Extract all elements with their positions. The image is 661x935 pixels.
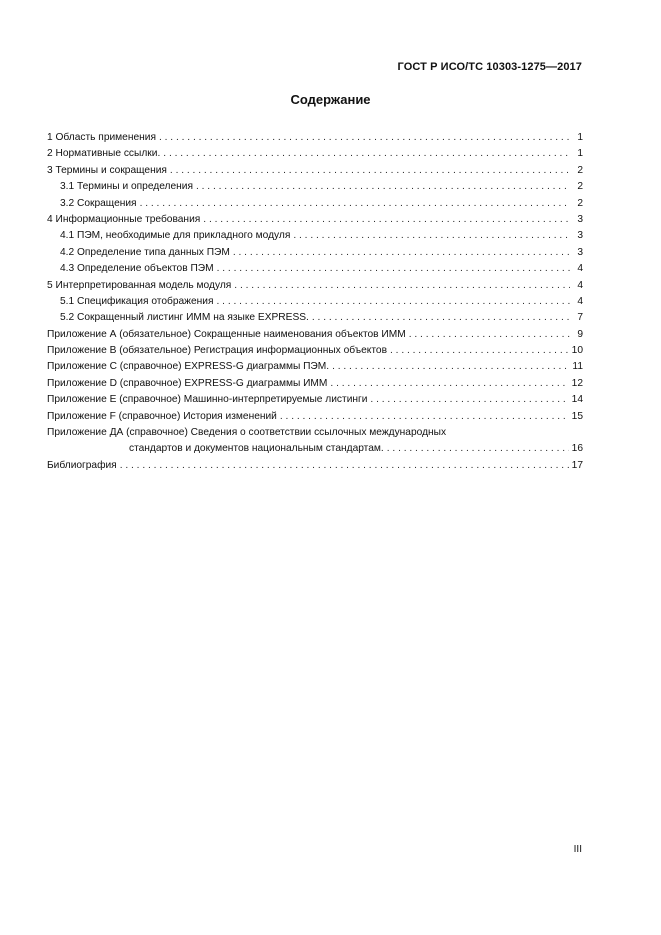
toc-leader-dots (330, 376, 568, 392)
toc-leader-dots (293, 228, 570, 244)
toc-entry-multiline[interactable] (47, 425, 583, 441)
toc-leader-dots (159, 130, 570, 146)
toc-entry[interactable] (47, 163, 583, 179)
toc-entry[interactable] (47, 359, 583, 375)
toc-subentry[interactable] (47, 245, 583, 261)
toc-entry-page: 17 (571, 459, 583, 471)
toc-entry-label: Приложение А (обязательное) Сокращенные наименования объектов ИММ (47, 328, 406, 340)
toc-entry[interactable] (47, 409, 583, 425)
toc-entry-label: 3 Термины и сокращения (47, 164, 167, 176)
toc-entry-continuation[interactable] (47, 441, 583, 457)
toc-entry-page: 15 (571, 410, 583, 422)
toc-entry-label: 1 Область применения (47, 132, 156, 143)
toc-entry-label: 4.3 Определение объектов ПЭМ (60, 263, 214, 275)
toc-entry-page: 1 (577, 132, 583, 143)
toc-entry[interactable] (47, 278, 583, 294)
toc-entry-page: 1 (577, 148, 583, 160)
toc-leader-dots (312, 310, 570, 326)
toc-entry-page: 11 (572, 361, 583, 373)
toc-entry-label: Приложение D (справочное) EXPRESS-G диаграммы ИММ (47, 377, 328, 389)
toc-subentry[interactable] (47, 261, 583, 277)
toc-subentry[interactable] (47, 228, 583, 244)
toc-leader-dots (120, 458, 569, 474)
toc-entry-page: 4 (577, 295, 583, 307)
table-of-contents (47, 130, 583, 474)
toc-entry[interactable] (47, 327, 583, 343)
toc-entry-label: 5 Интерпретированная модель модуля (47, 279, 232, 291)
document-header: ГОСТ Р ИСО/ТС 10303-1275—2017 (397, 61, 582, 73)
toc-entry-label: 4.2 Определение типа данных ПЭМ (60, 246, 230, 258)
toc-entry[interactable] (47, 212, 583, 228)
toc-leader-dots (163, 146, 570, 162)
toc-leader-dots (234, 278, 570, 294)
toc-entry-page: 4 (577, 263, 583, 275)
toc-entry-label: Библиография (47, 459, 117, 471)
toc-subentry[interactable] (47, 294, 583, 310)
toc-entry-label: 4 Информационные требования (47, 213, 201, 225)
toc-leader-dots (203, 212, 570, 228)
toc-entry-page: 2 (577, 164, 583, 176)
toc-leader-dots (233, 245, 570, 261)
toc-entry-label: 5.1 Спецификация отображения (60, 295, 214, 307)
page-number: III (573, 844, 582, 855)
toc-entry-page: 4 (577, 279, 583, 291)
toc-leader-dots (387, 441, 569, 457)
toc-entry-label-continuation: стандартов и документов национальным стандартам. (129, 443, 384, 455)
toc-entry-label: Приложение С (справочное) EXPRESS-G диаграммы ПЭМ. (47, 361, 330, 373)
toc-entry[interactable] (47, 130, 583, 146)
toc-entry-page: 3 (577, 246, 583, 258)
toc-entry-page: 16 (571, 443, 583, 455)
toc-entry[interactable] (47, 146, 583, 162)
toc-subentry[interactable] (47, 310, 583, 326)
toc-entry-page: 2 (577, 197, 583, 209)
toc-entry-label: 5.2 Сокращенный листинг ИММ на языке EXPRESS. (60, 312, 309, 324)
toc-entry-page: 9 (577, 328, 583, 340)
toc-entry-label: Приложение Е (справочное) Машинно-интерпретируемые листинги (47, 394, 368, 406)
toc-entry-page: 2 (577, 181, 583, 193)
toc-entry-label: 2 Нормативные ссылки. (47, 148, 161, 160)
toc-leader-dots (217, 294, 571, 310)
toc-entry-label: 3.1 Термины и определения (60, 181, 193, 193)
toc-leader-dots (370, 392, 568, 408)
toc-leader-dots (140, 196, 570, 212)
toc-entry-page: 7 (577, 312, 583, 324)
toc-leader-dots (332, 359, 569, 375)
toc-entry[interactable] (47, 343, 583, 359)
toc-entry[interactable] (47, 376, 583, 392)
toc-subentry[interactable] (47, 179, 583, 195)
toc-entry-page: 12 (571, 377, 583, 389)
toc-leader-dots (217, 261, 570, 277)
toc-leader-dots (409, 327, 570, 343)
toc-subentry[interactable] (47, 196, 583, 212)
toc-leader-dots (390, 343, 569, 359)
toc-entry-label: 3.2 Сокращения (60, 197, 137, 209)
page-title: Содержание (290, 92, 371, 107)
toc-leader-dots (280, 409, 569, 425)
toc-entry-label: Приложение В (обязательное) Регистрация информационных объектов (47, 345, 387, 357)
toc-entry-label: Приложение F (справочное) История изменений (47, 410, 277, 422)
toc-entry-label: 4.1 ПЭМ, необходимые для прикладного модуля (60, 230, 291, 242)
toc-entry-label: Приложение ДА (справочное) Сведения о соответствии ссылочных международных (47, 427, 447, 439)
toc-entry[interactable] (47, 392, 583, 408)
toc-entry-page: 3 (577, 230, 583, 242)
toc-entry-page: 10 (571, 345, 583, 357)
toc-leader-dots (170, 163, 570, 179)
toc-entry[interactable] (47, 458, 583, 474)
toc-entry-page: 3 (577, 213, 583, 225)
toc-entry-page: 14 (571, 394, 583, 406)
toc-leader-dots (196, 179, 570, 195)
